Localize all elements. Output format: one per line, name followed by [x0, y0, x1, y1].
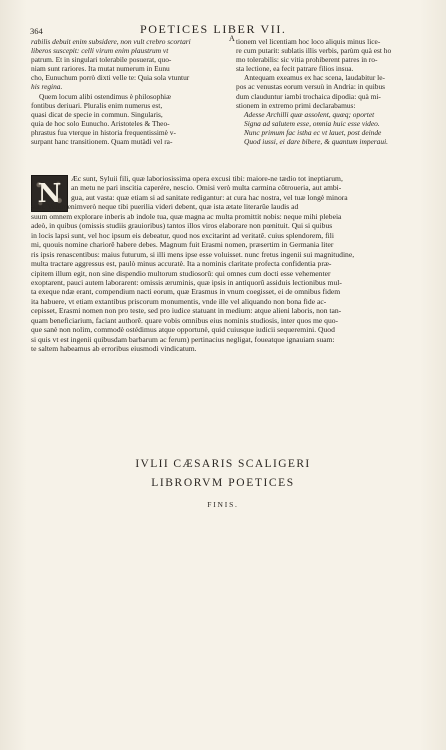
text-line: sta lectione, ea fecit patrare filios insua. [236, 64, 354, 74]
text-line: pos ac venustas eorum versuù in Andria: in quibus [236, 82, 386, 92]
text-line: phrastus fua vterque in historia frequentissimè v- [31, 127, 176, 137]
text-line: his regina. [31, 82, 63, 92]
right-column [236, 37, 428, 146]
text-line: multa tractare aggressus est, paulò minus accuratè. Ita a nominis claritate profecta confidentia præ- [31, 259, 332, 269]
text-line: quia de hoc solo Eunucho. Aristoteles & Theo- [31, 118, 170, 128]
text-line: cho, Eunuchum porrò dixti velle te: Quia sola vtuntur [31, 73, 190, 83]
colophon-author: IVLII CÆSARIS SCALIGERI [135, 458, 311, 470]
text-line: dum clauduntur iambi trochaica dipodia: quà mi- [236, 91, 381, 101]
text-line: in locis lapsi sunt, vel hoc ipsum eis debeatur, quod nos excitarint ad veritatẽ. cuius splendorem, fili [31, 230, 334, 240]
running-head: POETICES LIBER VII. [140, 22, 287, 36]
verse-line: Signa ad salutem esse, omnia huic esse video. [244, 118, 380, 128]
margin-marker: A [229, 34, 235, 43]
text-line: quasi dicat de specie in commun. Singularis, [31, 109, 163, 119]
text-line: rabilis debuit enim subsidere, non vult crebro scortari [31, 37, 191, 46]
text-line: cipitem illum egit, non sine dispendio multorum studiosorũ: qui omnes cum docti esse vehementer [31, 268, 331, 278]
text-line: Quem locum alibi ostendimus è philosophiæ [39, 91, 171, 101]
text-line: liberos suscepit: celli virum enim plaustrum vt [31, 46, 169, 56]
text-line: Antequam exeamus ex hac scena, laudabitur le- [244, 73, 385, 83]
text-line: mo tolerabilis: sic vitia prohiberent patres in ro- [236, 55, 378, 65]
text-line: exoptarent, pauci autem laborarent: omissis æruminis, quæ ipsis in antiquorũ assiduis lectionibus mul- [31, 277, 342, 287]
text-line: ta exeque ndæ erant, compendium nacti eorum, quæ Erasmus in vnum coegisset, ei de omnibus fidem [31, 287, 341, 297]
decorated-initial: N [31, 175, 68, 212]
text-line: fontibus deriuari. Pluralis enim numerus est, [31, 100, 163, 110]
text-line: surpant hanc transitionem. Quam mutàdi vel ra- [31, 137, 173, 147]
closing-paragraph [31, 174, 433, 354]
page-number: 364 [30, 26, 43, 36]
text-line: gua, aut vasta: quæ etiam si ad sanitate redigantur: at cura hac nostra, vel tuæ longè minora [71, 192, 348, 202]
text-line: sunt. Verùmenimverò neque tibi puerilia videri debent, quæ ista ætate literarũe laudis ad [31, 202, 299, 212]
text-line: re cum putarit: sublatis illis verbis, parùm quà est ho [236, 46, 392, 56]
text-line: te saltem habeamus ab erroribus eiusmodi vindicatum. [31, 344, 197, 354]
text-line: tionem vel licentiam hoc loco aliquis minus lice- [236, 37, 381, 46]
text-line: ita habuere, vt etiam extantibus priscorum monumentis, vnde ille vel aliquando non bona fide ac- [31, 296, 327, 306]
text-line: suum omnem explorare inberis ab indole tua, quæ magna ac multa promittit nobis: neque mihi plebeia [31, 211, 342, 221]
text-line: mi, quouis nomine chariorẽ habere debes. Magnum fuit Erasmi nomen, præsertim in Germania liter [31, 240, 334, 250]
text-line: Æc sunt, Syluii fili, quæ laboriosissima opera excusi tibi: maiore-ne tædio tot ineptiarum, [71, 174, 343, 183]
text-line: stionem in extremo primi declarabamus: [236, 100, 356, 110]
text-line: quam beneficiarium, faciant authorẽ. quare vobis omnibus eius nominis studiosis, inter quos me quo- [31, 315, 339, 325]
verse-line: Nunc primum fac istha ec vt lauet, post deinde [244, 127, 382, 137]
text-line: adeò, in quibus (omissis studiis grauioribus) tantos illos viros elaborare non pœnituit. Qui si quibus [31, 221, 333, 231]
verse-line: Adesse Archilli quæ assolent, quæq; oportet [244, 109, 375, 119]
text-line: patrum. Et in singulari tolerabile posuerat, quo- [31, 55, 172, 65]
verse-line: Quod iussi, ei dare bibere, & quantum imperaui. [244, 137, 388, 147]
text-line: an metu ne pari inscitia caperére, nescio. Omisi verò multa carmina cõtroueria, aut ambi- [71, 183, 342, 193]
text-line: si quis vt est ingenii quibusdam barbarum ac ferum) pertinacius negligat, foueatque ignauiam suam: [31, 334, 335, 344]
colophon-finis: FINIS. [207, 500, 239, 509]
text-line: niam sunt rariores. Ita mutat numerum in Eunu [31, 64, 170, 74]
text-line: que sanè non nolim, commodè ostédimus atque opportunè, quid cuiusque iudicii sequeremini. Quod [31, 325, 335, 335]
colophon-title: LIBRORVM POETICES [151, 477, 295, 489]
text-line: ris ipsis renascentibus: maius futurum, si illi mens ipse esse voluisset. nunc fretus ingenii sui magnitudine, [31, 249, 355, 259]
left-column [31, 37, 226, 146]
text-line: cepisset, Erasmi nomen non pro teste, sed pro iudice statuant in medium: atque alieni laboris, non tan- [31, 306, 342, 316]
